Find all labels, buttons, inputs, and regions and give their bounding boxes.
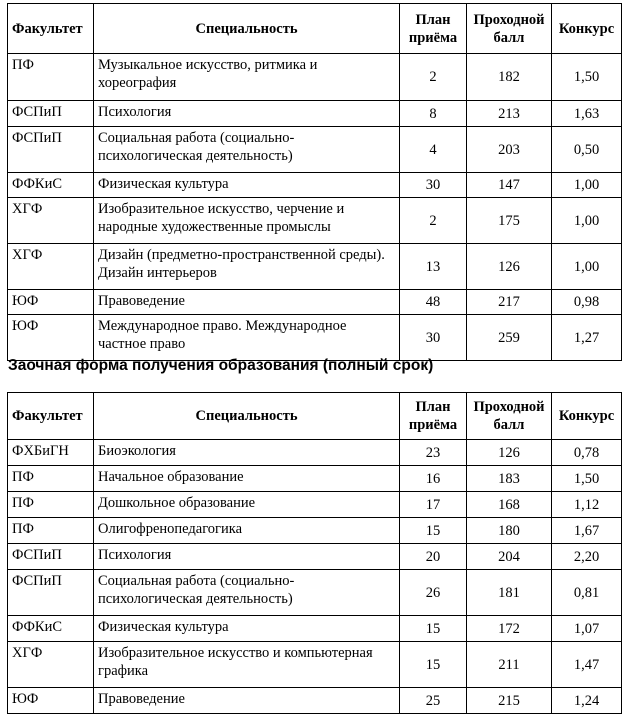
score-cell: 126 [467,440,552,466]
score-cell: 180 [467,518,552,544]
header-score: Проходной балл [467,4,552,54]
plan-cell: 48 [400,290,467,315]
table-header-row [8,4,622,54]
competition-cell: 1,63 [552,101,622,127]
score-cell: 182 [467,54,552,101]
table-row [8,198,622,244]
faculty-cell: ФСПиП [8,127,94,173]
faculty-cell: ХГФ [8,244,94,290]
score-cell: 183 [467,466,552,492]
table-row [8,173,622,198]
header-plan: План приёма [400,393,467,440]
faculty-cell: ФСПиП [8,544,94,570]
plan-cell: 2 [400,54,467,101]
specialty-cell: Физическая культура [94,616,400,642]
faculty-cell: ФФКиС [8,173,94,198]
competition-cell: 1,07 [552,616,622,642]
plan-cell: 13 [400,244,467,290]
score-cell: 126 [467,244,552,290]
competition-cell: 0,81 [552,570,622,616]
specialty-cell: Изобразительное искусство, черчение и народные художественные промыслы [94,198,400,244]
faculty-cell: ПФ [8,492,94,518]
table-row [8,440,622,466]
specialty-cell: Правоведение [94,290,400,315]
faculty-cell: ФСПиП [8,101,94,127]
specialty-cell: Социальная работа (социально-психологическая деятельность) [94,570,400,616]
header-competition: Конкурс [552,393,622,440]
table-row [8,570,622,616]
plan-cell: 2 [400,198,467,244]
section-heading: Заочная форма получения образования (полный срок) [8,357,434,374]
header-specialty: Специальность [94,393,400,440]
faculty-cell: ПФ [8,466,94,492]
specialty-cell: Биоэкология [94,440,400,466]
header-specialty: Специальность [94,4,400,54]
competition-cell: 0,78 [552,440,622,466]
competition-cell: 1,24 [552,688,622,714]
score-cell: 204 [467,544,552,570]
competition-cell: 1,67 [552,518,622,544]
score-cell: 203 [467,127,552,173]
table-body [8,54,622,361]
score-cell: 175 [467,198,552,244]
score-cell: 217 [467,290,552,315]
plan-cell: 30 [400,173,467,198]
specialty-cell: Физическая культура [94,173,400,198]
table-row [8,688,622,714]
table-row [8,290,622,315]
faculty-cell: ФХБиГН [8,440,94,466]
faculty-cell: ФСПиП [8,570,94,616]
table-row [8,492,622,518]
score-cell: 215 [467,688,552,714]
specialty-cell: Изобразительное искусство и компьютерная графика [94,642,400,688]
table-row [8,315,622,361]
table-row [8,616,622,642]
competition-cell: 2,20 [552,544,622,570]
score-cell: 168 [467,492,552,518]
specialty-cell: Международное право. Международное частное право [94,315,400,361]
table-header-row [8,393,622,440]
competition-cell: 0,50 [552,127,622,173]
competition-cell: 0,98 [552,290,622,315]
score-cell: 259 [467,315,552,361]
specialty-cell: Психология [94,101,400,127]
specialty-cell: Психология [94,544,400,570]
specialty-cell: Социальная работа (социально-психологическая деятельность) [94,127,400,173]
competition-cell: 1,12 [552,492,622,518]
competition-cell: 1,27 [552,315,622,361]
faculty-cell: ПФ [8,54,94,101]
table-row [8,642,622,688]
plan-cell: 17 [400,492,467,518]
faculty-cell: ЮФ [8,315,94,361]
score-cell: 213 [467,101,552,127]
table-row [8,544,622,570]
table-body [8,440,622,714]
specialty-cell: Олигофренопедагогика [94,518,400,544]
competition-cell: 1,50 [552,466,622,492]
specialty-cell: Дизайн (предметно-пространственной среды). Дизайн интерьеров [94,244,400,290]
table-row [8,54,622,101]
competition-cell: 1,00 [552,198,622,244]
admission-table-1 [7,3,622,361]
plan-cell: 23 [400,440,467,466]
score-cell: 172 [467,616,552,642]
admission-table-2 [7,392,622,714]
table-row [8,466,622,492]
faculty-cell: ХГФ [8,642,94,688]
plan-cell: 25 [400,688,467,714]
competition-cell: 1,00 [552,173,622,198]
plan-cell: 15 [400,642,467,688]
plan-cell: 15 [400,616,467,642]
competition-cell: 1,00 [552,244,622,290]
faculty-cell: ЮФ [8,290,94,315]
faculty-cell: ХГФ [8,198,94,244]
score-cell: 181 [467,570,552,616]
score-cell: 147 [467,173,552,198]
header-faculty: Факультет [8,393,94,440]
plan-cell: 15 [400,518,467,544]
plan-cell: 30 [400,315,467,361]
specialty-cell: Дошкольное образование [94,492,400,518]
specialty-cell: Музыкальное искусство, ритмика и хореография [94,54,400,101]
faculty-cell: ФФКиС [8,616,94,642]
competition-cell: 1,47 [552,642,622,688]
header-faculty: Факультет [8,4,94,54]
faculty-cell: ПФ [8,518,94,544]
specialty-cell: Начальное образование [94,466,400,492]
plan-cell: 4 [400,127,467,173]
table-row [8,518,622,544]
plan-cell: 8 [400,101,467,127]
header-plan: План приёма [400,4,467,54]
header-competition: Конкурс [552,4,622,54]
faculty-cell: ЮФ [8,688,94,714]
table-row [8,244,622,290]
plan-cell: 20 [400,544,467,570]
header-score: Проходной балл [467,393,552,440]
plan-cell: 26 [400,570,467,616]
plan-cell: 16 [400,466,467,492]
competition-cell: 1,50 [552,54,622,101]
score-cell: 211 [467,642,552,688]
table-row [8,127,622,173]
table-row [8,101,622,127]
specialty-cell: Правоведение [94,688,400,714]
